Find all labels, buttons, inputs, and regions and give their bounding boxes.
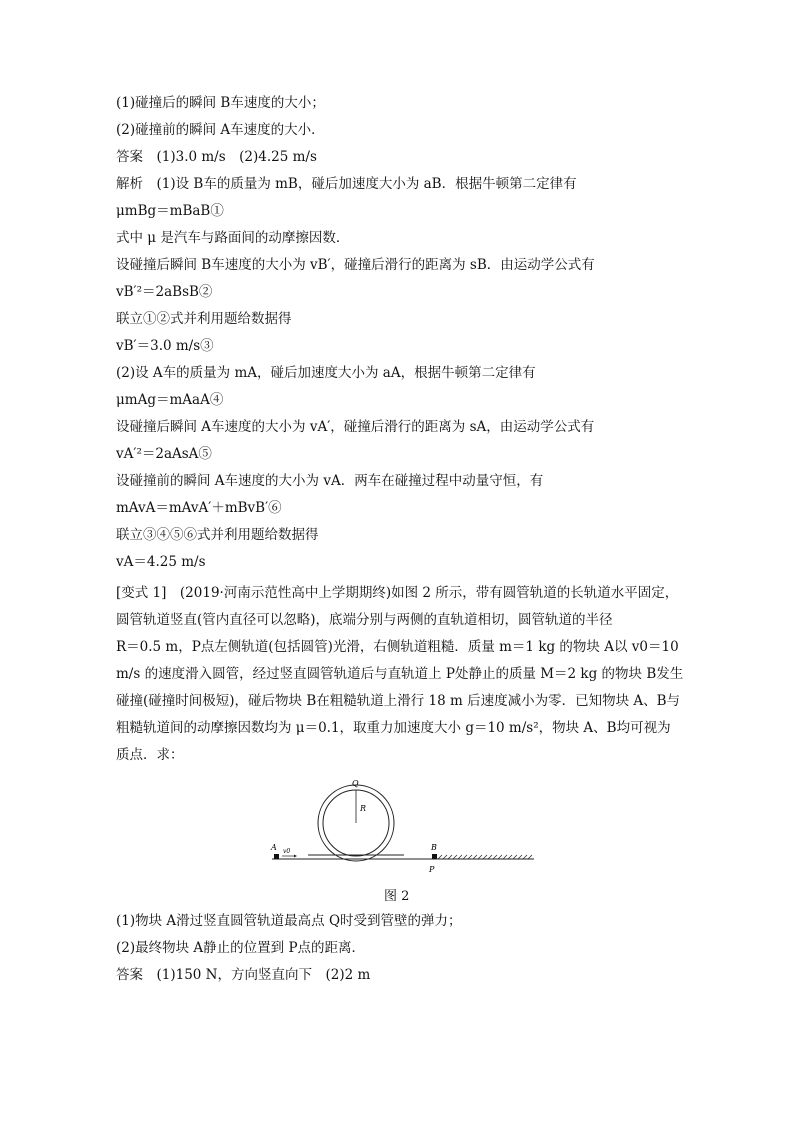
block-b	[432, 854, 437, 859]
equation-4: μmAg＝mAaA④	[116, 392, 224, 408]
label-p: P	[429, 865, 435, 874]
label-b: B	[431, 843, 437, 852]
figure-caption: 图 2	[384, 889, 410, 904]
problem-line: 碰撞(碰撞时间极短)，碰后物块 B在粗糙轨道上滑行 18 m 后速度减小为零．已知物块 A、B与	[116, 693, 681, 709]
equation-2: vB′²＝2aBsB②	[116, 284, 213, 300]
result-text: vA＝4.25 m/s	[116, 554, 206, 570]
analysis-text: 设碰撞后瞬间 A车速度的大小为 vA′，碰撞后滑行的距离为 sA，由运动学公式有	[116, 419, 595, 435]
answer-text: 答案 (1)150 N，方向竖直向下 (2)2 m	[116, 967, 371, 983]
problem-line: m/s 的速度滑入圆管，经过竖直圆管轨道后与直轨道上 P处静止的质量 M＝2 kg 的物块 B发生	[116, 666, 684, 682]
equation-1: μmBg＝mBaB①	[116, 203, 224, 219]
problem-line: [变式 1] (2019·河南示范性高中上学期期终)如图 2 所示，带有圆管轨道的长轨道水平固定，	[116, 585, 679, 601]
analysis-intro: 解析 (1)设 B车的质量为 mB，碰后加速度大小为 aB．根据牛顿第二定律有	[116, 176, 577, 192]
question-2-text: (2)碰撞前的瞬间 A车速度的大小．	[116, 122, 325, 138]
question-1-text: (1)物块 A滑过竖直圆管轨道最高点 Q时受到管壁的弹力；	[116, 913, 462, 929]
equation-3: vB′＝3.0 m/s③	[116, 338, 214, 354]
label-r: R	[360, 804, 367, 813]
loop-track-figure	[268, 776, 536, 880]
question-2-text: (2)最终物块 A静止的位置到 P点的距离．	[116, 940, 366, 956]
analysis-text: 式中 μ 是汽车与路面间的动摩擦因数．	[116, 230, 350, 246]
problem-line: 圆管轨道竖直(管内直径可以忽略)，底端分别与两侧的直轨道相切，圆管轨道的半径	[116, 612, 613, 628]
analysis-text: 联立③④⑤⑥式并利用题给数据得	[116, 527, 319, 543]
label-a: A	[271, 843, 277, 852]
analysis-text: 设碰撞后瞬间 B车速度的大小为 vB′，碰撞后滑行的距离为 sB．由运动学公式有	[116, 257, 595, 273]
rough-track-hatch	[438, 855, 532, 859]
equation-5: vA′²＝2aAsA⑤	[116, 446, 212, 462]
analysis-text: 联立①②式并利用题给数据得	[116, 311, 292, 327]
block-a	[274, 854, 279, 859]
question-1-text: (1)碰撞后的瞬间 B车速度的大小；	[116, 95, 325, 111]
problem-line: 粗糙轨道间的动摩擦因数均为 μ＝0.1，取重力加速度大小 g＝10 m/s²，物块 A、B均可视为	[116, 720, 671, 736]
problem-line: 质点．求：	[116, 747, 184, 763]
answer-text: 答案 (1)3.0 m/s (2)4.25 m/s	[116, 149, 317, 165]
equation-6: mAvA＝mAvA′＋mBvB′⑥	[116, 500, 282, 516]
label-v0: v0	[283, 848, 291, 855]
problem-line: R＝0.5 m，P点左侧轨道(包括圆管)光滑，右侧轨道粗糙．质量 m＝1 kg 的物块 A以 v0＝10	[116, 639, 679, 655]
velocity-arrowhead	[294, 855, 297, 858]
analysis-text: 设碰撞前的瞬间 A车速度的大小为 vA．两车在碰撞过程中动量守恒，有	[116, 473, 544, 489]
analysis-text: (2)设 A车的质量为 mA，碰后加速度大小为 aA，根据牛顿第二定律有	[116, 365, 536, 381]
label-q: Q	[352, 779, 359, 788]
